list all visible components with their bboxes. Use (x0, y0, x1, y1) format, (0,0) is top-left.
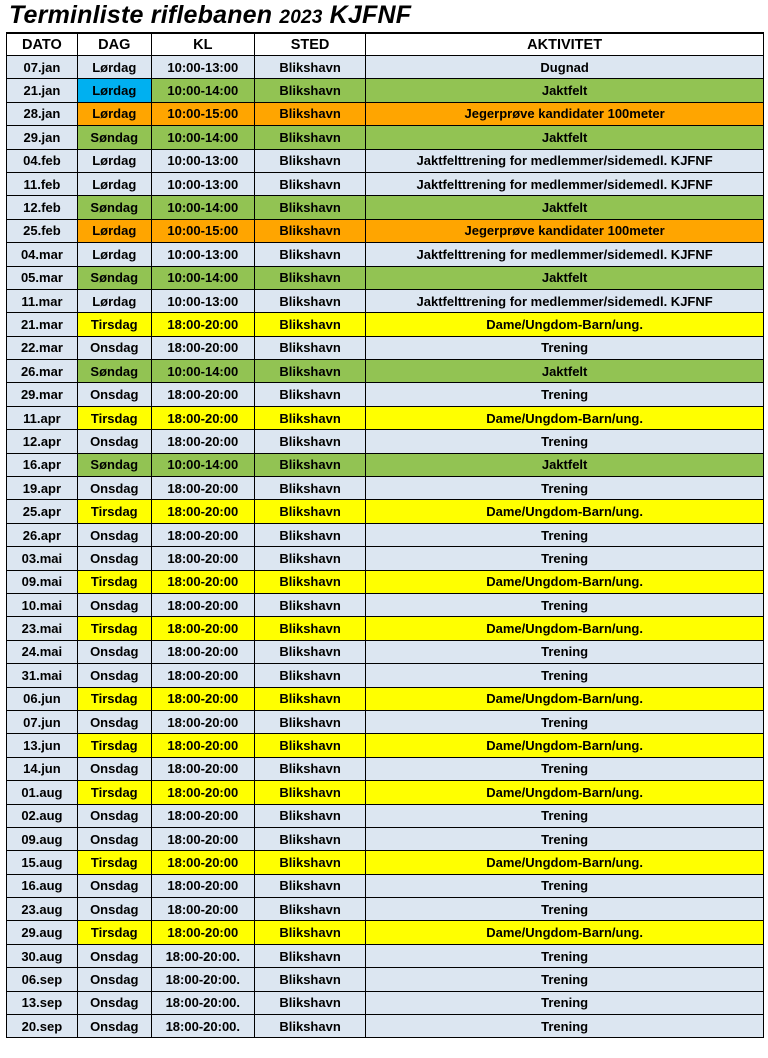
cell-sted: Blikshavn (254, 921, 365, 944)
cell-kl: 18:00-20:00. (151, 991, 254, 1014)
table-row (7, 79, 764, 102)
cell-dato: 14.jun (7, 757, 78, 780)
cell-kl: 18:00-20:00 (151, 593, 254, 616)
cell-sted: Blikshavn (254, 944, 365, 967)
cell-dag: Søndag (77, 266, 151, 289)
cell-sted: Blikshavn (254, 523, 365, 546)
cell-sted: Blikshavn (254, 898, 365, 921)
table-row (7, 547, 764, 570)
cell-aktivitet: Trening (366, 547, 764, 570)
cell-sted: Blikshavn (254, 710, 365, 733)
cell-dag: Onsdag (77, 898, 151, 921)
cell-aktivitet: Trening (366, 898, 764, 921)
cell-kl: 18:00-20:00 (151, 383, 254, 406)
cell-kl: 10:00-13:00 (151, 243, 254, 266)
table-row (7, 734, 764, 757)
cell-dag: Onsdag (77, 593, 151, 616)
cell-dag: Lørdag (77, 243, 151, 266)
cell-aktivitet: Jaktfelt (366, 196, 764, 219)
cell-dato: 22.mar (7, 336, 78, 359)
cell-sted: Blikshavn (254, 734, 365, 757)
cell-dato: 28.jan (7, 102, 78, 125)
table-row (7, 921, 764, 944)
cell-aktivitet: Jaktfelttrening for medlemmer/sidemedl. KJFNF (366, 243, 764, 266)
cell-dato: 29.mar (7, 383, 78, 406)
cell-kl: 18:00-20:00 (151, 523, 254, 546)
cell-sted: Blikshavn (254, 570, 365, 593)
cell-dato: 26.mar (7, 360, 78, 383)
table-row (7, 336, 764, 359)
cell-aktivitet: Dame/Ungdom-Barn/ung. (366, 570, 764, 593)
cell-kl: 18:00-20:00. (151, 944, 254, 967)
cell-dato: 26.apr (7, 523, 78, 546)
cell-kl: 18:00-20:00 (151, 336, 254, 359)
table-row (7, 640, 764, 663)
table-row (7, 453, 764, 476)
cell-aktivitet: Dame/Ungdom-Barn/ung. (366, 406, 764, 429)
cell-kl: 18:00-20:00 (151, 687, 254, 710)
cell-kl: 18:00-20:00 (151, 430, 254, 453)
cell-aktivitet: Trening (366, 640, 764, 663)
table-row (7, 991, 764, 1014)
cell-kl: 18:00-20:00 (151, 406, 254, 429)
cell-aktivitet: Trening (366, 757, 764, 780)
cell-dato: 06.jun (7, 687, 78, 710)
cell-kl: 10:00-15:00 (151, 219, 254, 242)
cell-dag: Lørdag (77, 149, 151, 172)
cell-sted: Blikshavn (254, 991, 365, 1014)
cell-kl: 18:00-20:00 (151, 547, 254, 570)
cell-aktivitet: Jaktfelttrening for medlemmer/sidemedl. KJFNF (366, 289, 764, 312)
cell-dato: 04.mar (7, 243, 78, 266)
table-row (7, 56, 764, 79)
table-row (7, 1015, 764, 1038)
cell-kl: 18:00-20:00 (151, 874, 254, 897)
cell-kl: 18:00-20:00. (151, 1015, 254, 1038)
cell-dag: Tirsdag (77, 781, 151, 804)
cell-dato: 20.sep (7, 1015, 78, 1038)
cell-sted: Blikshavn (254, 593, 365, 616)
cell-dato: 31.mai (7, 664, 78, 687)
table-row (7, 289, 764, 312)
cell-kl: 10:00-14:00 (151, 126, 254, 149)
cell-dato: 23.mai (7, 617, 78, 640)
cell-dag: Onsdag (77, 383, 151, 406)
cell-sted: Blikshavn (254, 102, 365, 125)
header-sted: STED (254, 33, 365, 56)
cell-aktivitet: Trening (366, 477, 764, 500)
cell-aktivitet: Trening (366, 336, 764, 359)
table-row (7, 851, 764, 874)
cell-kl: 10:00-13:00 (151, 172, 254, 195)
cell-sted: Blikshavn (254, 243, 365, 266)
cell-kl: 18:00-20:00 (151, 570, 254, 593)
cell-sted: Blikshavn (254, 851, 365, 874)
cell-aktivitet: Dame/Ungdom-Barn/ung. (366, 734, 764, 757)
cell-kl: 18:00-20:00. (151, 968, 254, 991)
cell-aktivitet: Trening (366, 1015, 764, 1038)
cell-dato: 16.aug (7, 874, 78, 897)
cell-sted: Blikshavn (254, 336, 365, 359)
cell-sted: Blikshavn (254, 172, 365, 195)
cell-sted: Blikshavn (254, 1015, 365, 1038)
cell-dag: Lørdag (77, 289, 151, 312)
cell-sted: Blikshavn (254, 640, 365, 663)
cell-dato: 11.feb (7, 172, 78, 195)
cell-dag: Onsdag (77, 336, 151, 359)
cell-dato: 12.feb (7, 196, 78, 219)
cell-sted: Blikshavn (254, 804, 365, 827)
cell-dato: 29.jan (7, 126, 78, 149)
cell-aktivitet: Dugnad (366, 56, 764, 79)
cell-aktivitet: Jaktfelt (366, 453, 764, 476)
cell-dato: 09.mai (7, 570, 78, 593)
cell-aktivitet: Trening (366, 430, 764, 453)
cell-kl: 18:00-20:00 (151, 898, 254, 921)
cell-sted: Blikshavn (254, 547, 365, 570)
cell-sted: Blikshavn (254, 500, 365, 523)
cell-aktivitet: Trening (366, 593, 764, 616)
cell-dato: 02.aug (7, 804, 78, 827)
cell-dato: 07.jun (7, 710, 78, 733)
cell-aktivitet: Dame/Ungdom-Barn/ung. (366, 500, 764, 523)
cell-kl: 10:00-13:00 (151, 289, 254, 312)
cell-dato: 15.aug (7, 851, 78, 874)
cell-dag: Lørdag (77, 219, 151, 242)
cell-sted: Blikshavn (254, 266, 365, 289)
cell-dato: 25.feb (7, 219, 78, 242)
cell-dato: 21.mar (7, 313, 78, 336)
table-row (7, 219, 764, 242)
cell-aktivitet: Trening (366, 874, 764, 897)
cell-dato: 06.sep (7, 968, 78, 991)
cell-dag: Søndag (77, 126, 151, 149)
title-org: KJFNF (329, 1, 412, 29)
cell-kl: 18:00-20:00 (151, 734, 254, 757)
cell-dato: 29.aug (7, 921, 78, 944)
cell-dag: Lørdag (77, 172, 151, 195)
cell-sted: Blikshavn (254, 406, 365, 429)
cell-dag: Tirsdag (77, 500, 151, 523)
header-row (7, 33, 764, 56)
cell-aktivitet: Trening (366, 991, 764, 1014)
cell-aktivitet: Trening (366, 664, 764, 687)
cell-kl: 18:00-20:00 (151, 757, 254, 780)
cell-dag: Tirsdag (77, 851, 151, 874)
cell-kl: 18:00-20:00 (151, 804, 254, 827)
cell-kl: 18:00-20:00 (151, 921, 254, 944)
table-row (7, 570, 764, 593)
cell-aktivitet: Jegerprøve kandidater 100meter (366, 102, 764, 125)
cell-dag: Onsdag (77, 968, 151, 991)
cell-dag: Tirsdag (77, 734, 151, 757)
cell-dag: Onsdag (77, 757, 151, 780)
page-title (9, 0, 411, 30)
cell-sted: Blikshavn (254, 219, 365, 242)
cell-dag: Onsdag (77, 664, 151, 687)
cell-dato: 03.mai (7, 547, 78, 570)
cell-kl: 18:00-20:00 (151, 664, 254, 687)
table-row (7, 617, 764, 640)
table-row (7, 944, 764, 967)
table-row (7, 243, 764, 266)
cell-dag: Onsdag (77, 827, 151, 850)
table-row (7, 710, 764, 733)
table-row (7, 593, 764, 616)
table-row (7, 196, 764, 219)
table-row (7, 898, 764, 921)
cell-aktivitet: Dame/Ungdom-Barn/ung. (366, 687, 764, 710)
cell-dato: 05.mar (7, 266, 78, 289)
cell-sted: Blikshavn (254, 79, 365, 102)
cell-dag: Tirsdag (77, 687, 151, 710)
cell-dag: Tirsdag (77, 617, 151, 640)
cell-dato: 13.jun (7, 734, 78, 757)
cell-kl: 10:00-14:00 (151, 360, 254, 383)
table-row (7, 827, 764, 850)
cell-kl: 10:00-13:00 (151, 149, 254, 172)
table-row (7, 968, 764, 991)
cell-dato: 11.apr (7, 406, 78, 429)
cell-sted: Blikshavn (254, 827, 365, 850)
cell-aktivitet: Trening (366, 944, 764, 967)
cell-aktivitet: Dame/Ungdom-Barn/ung. (366, 313, 764, 336)
cell-kl: 18:00-20:00 (151, 827, 254, 850)
cell-dato: 21.jan (7, 79, 78, 102)
cell-dag: Onsdag (77, 547, 151, 570)
cell-dato: 10.mai (7, 593, 78, 616)
cell-kl: 10:00-15:00 (151, 102, 254, 125)
table-row (7, 664, 764, 687)
cell-aktivitet: Trening (366, 827, 764, 850)
table-row (7, 687, 764, 710)
cell-dato: 12.apr (7, 430, 78, 453)
cell-dag: Tirsdag (77, 921, 151, 944)
table-row (7, 757, 764, 780)
table-row (7, 874, 764, 897)
cell-dag: Onsdag (77, 804, 151, 827)
cell-dag: Onsdag (77, 477, 151, 500)
cell-dag: Søndag (77, 453, 151, 476)
cell-sted: Blikshavn (254, 196, 365, 219)
cell-kl: 18:00-20:00 (151, 313, 254, 336)
cell-dag: Tirsdag (77, 406, 151, 429)
cell-aktivitet: Jaktfelt (366, 79, 764, 102)
table-row (7, 781, 764, 804)
cell-dag: Onsdag (77, 991, 151, 1014)
cell-dato: 07.jan (7, 56, 78, 79)
cell-aktivitet: Dame/Ungdom-Barn/ung. (366, 851, 764, 874)
cell-kl: 18:00-20:00 (151, 477, 254, 500)
table-row (7, 266, 764, 289)
cell-kl: 10:00-14:00 (151, 453, 254, 476)
cell-kl: 10:00-14:00 (151, 196, 254, 219)
header-kl: KL (151, 33, 254, 56)
table-row (7, 172, 764, 195)
cell-aktivitet: Dame/Ungdom-Barn/ung. (366, 921, 764, 944)
cell-sted: Blikshavn (254, 289, 365, 312)
table-row (7, 360, 764, 383)
cell-sted: Blikshavn (254, 313, 365, 336)
cell-kl: 10:00-13:00 (151, 56, 254, 79)
cell-kl: 10:00-14:00 (151, 266, 254, 289)
title-main: Terminliste riflebanen (9, 1, 273, 29)
cell-dato: 23.aug (7, 898, 78, 921)
cell-sted: Blikshavn (254, 757, 365, 780)
header-aktivitet: AKTIVITET (366, 33, 764, 56)
header-dato: DATO (7, 33, 78, 56)
cell-dato: 16.apr (7, 453, 78, 476)
cell-dato: 24.mai (7, 640, 78, 663)
cell-aktivitet: Jaktfelt (366, 266, 764, 289)
cell-aktivitet: Dame/Ungdom-Barn/ung. (366, 617, 764, 640)
table-row (7, 804, 764, 827)
table-row (7, 126, 764, 149)
cell-sted: Blikshavn (254, 149, 365, 172)
schedule-body (7, 56, 764, 1038)
table-row (7, 383, 764, 406)
table-row (7, 477, 764, 500)
cell-kl: 18:00-20:00 (151, 851, 254, 874)
cell-sted: Blikshavn (254, 477, 365, 500)
cell-aktivitet: Trening (366, 523, 764, 546)
cell-dag: Onsdag (77, 944, 151, 967)
table-row (7, 149, 764, 172)
cell-aktivitet: Trening (366, 710, 764, 733)
cell-kl: 18:00-20:00 (151, 640, 254, 663)
table-row (7, 313, 764, 336)
cell-sted: Blikshavn (254, 664, 365, 687)
cell-dato: 19.apr (7, 477, 78, 500)
cell-dag: Onsdag (77, 1015, 151, 1038)
cell-dag: Onsdag (77, 523, 151, 546)
cell-aktivitet: Dame/Ungdom-Barn/ung. (366, 781, 764, 804)
table-row (7, 430, 764, 453)
cell-dato: 30.aug (7, 944, 78, 967)
table-row (7, 102, 764, 125)
cell-sted: Blikshavn (254, 968, 365, 991)
cell-dato: 04.feb (7, 149, 78, 172)
cell-kl: 18:00-20:00 (151, 617, 254, 640)
cell-dato: 11.mar (7, 289, 78, 312)
cell-sted: Blikshavn (254, 874, 365, 897)
cell-kl: 10:00-14:00 (151, 79, 254, 102)
schedule-table (6, 32, 764, 1038)
cell-dag: Onsdag (77, 430, 151, 453)
cell-dato: 01.aug (7, 781, 78, 804)
table-row (7, 406, 764, 429)
cell-dag: Lørdag (77, 79, 151, 102)
cell-sted: Blikshavn (254, 56, 365, 79)
cell-sted: Blikshavn (254, 126, 365, 149)
cell-dag: Lørdag (77, 102, 151, 125)
cell-aktivitet: Jaktfelt (366, 126, 764, 149)
cell-sted: Blikshavn (254, 617, 365, 640)
cell-dag: Tirsdag (77, 570, 151, 593)
cell-dag: Onsdag (77, 874, 151, 897)
cell-aktivitet: Jegerprøve kandidater 100meter (366, 219, 764, 242)
cell-kl: 18:00-20:00 (151, 710, 254, 733)
cell-sted: Blikshavn (254, 360, 365, 383)
cell-aktivitet: Trening (366, 968, 764, 991)
cell-aktivitet: Trening (366, 804, 764, 827)
cell-kl: 18:00-20:00 (151, 781, 254, 804)
title-year: 2023 (279, 7, 323, 28)
table-row (7, 523, 764, 546)
cell-dag: Søndag (77, 196, 151, 219)
cell-aktivitet: Jaktfelttrening for medlemmer/sidemedl. KJFNF (366, 172, 764, 195)
cell-sted: Blikshavn (254, 383, 365, 406)
header-dag: DAG (77, 33, 151, 56)
cell-dag: Tirsdag (77, 313, 151, 336)
cell-aktivitet: Jaktfelt (366, 360, 764, 383)
cell-sted: Blikshavn (254, 453, 365, 476)
cell-sted: Blikshavn (254, 430, 365, 453)
cell-dag: Onsdag (77, 640, 151, 663)
cell-dato: 09.aug (7, 827, 78, 850)
cell-sted: Blikshavn (254, 687, 365, 710)
cell-kl: 18:00-20:00 (151, 500, 254, 523)
table-row (7, 500, 764, 523)
cell-dato: 13.sep (7, 991, 78, 1014)
cell-dag: Lørdag (77, 56, 151, 79)
cell-dag: Onsdag (77, 710, 151, 733)
cell-aktivitet: Jaktfelttrening for medlemmer/sidemedl. KJFNF (366, 149, 764, 172)
cell-dag: Søndag (77, 360, 151, 383)
cell-aktivitet: Trening (366, 383, 764, 406)
cell-sted: Blikshavn (254, 781, 365, 804)
cell-dato: 25.apr (7, 500, 78, 523)
